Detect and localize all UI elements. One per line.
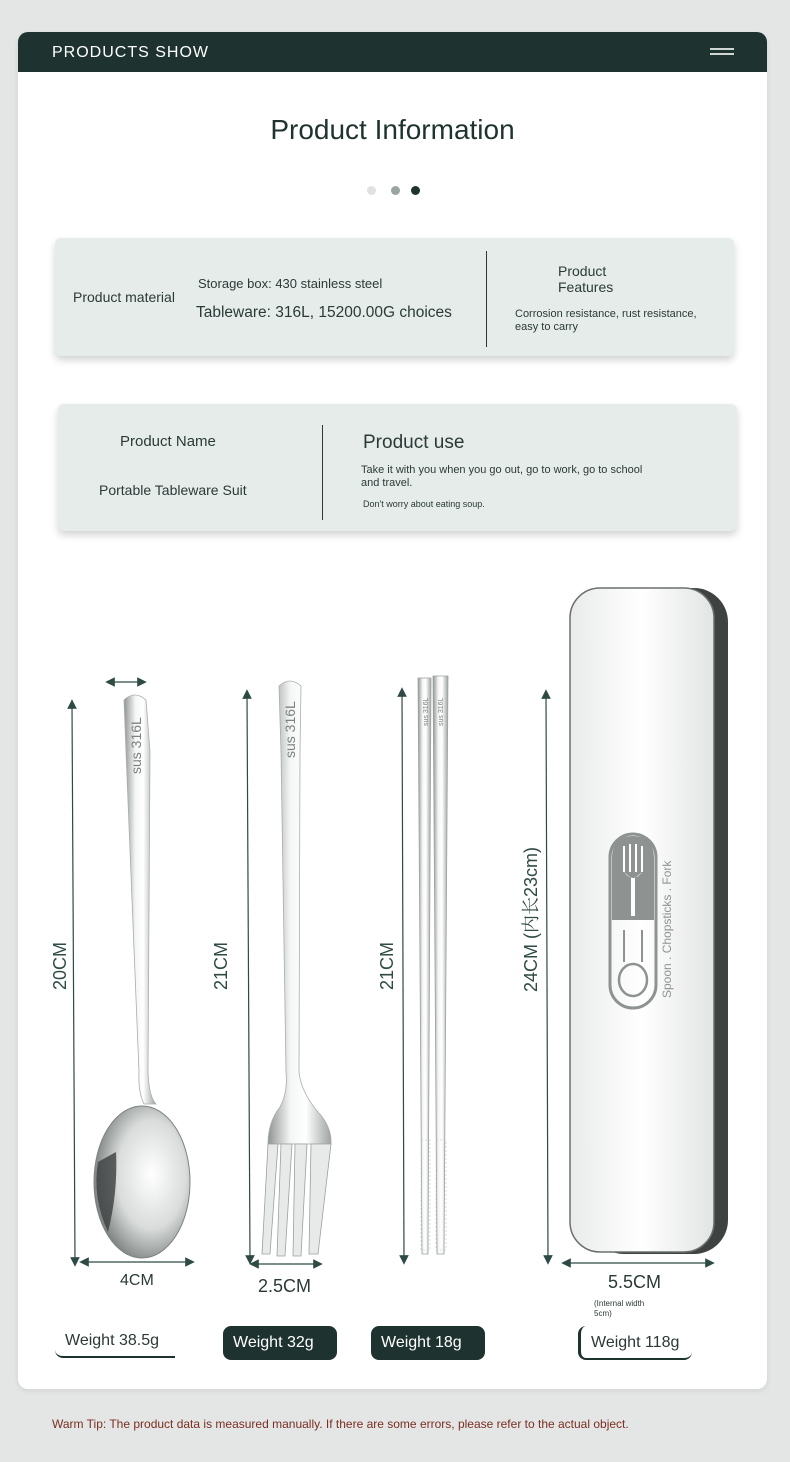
- fork-tines: [262, 1144, 331, 1256]
- chopstick-left: [418, 678, 431, 1254]
- header-title: PRODUCTS SHOW: [52, 44, 209, 61]
- storage-box: [546, 588, 728, 1263]
- product-use-line1: Take it with you when you go out, go to work, go to school: [361, 464, 643, 476]
- product-use-note: Don't worry about eating soup.: [363, 499, 485, 509]
- box-width-note-line2: 5cm): [594, 1309, 612, 1318]
- fork-height-arrow: [247, 694, 250, 1260]
- warm-tip: Warm Tip: The product data is measured manually. If there are some errors, please refer to the actual object.: [52, 1417, 629, 1431]
- chopstick-right-engraving: sus 316L: [438, 697, 445, 726]
- box-width-label: 5.5CM: [608, 1272, 662, 1292]
- storage-box-text: Storage box: 430 stainless steel: [198, 276, 383, 291]
- fork-weight: Weight 32g: [223, 1326, 337, 1360]
- tableware-text: Tableware: 316L, 15200.00G choices: [196, 304, 452, 321]
- product-card: [18, 32, 767, 1389]
- material-label: Product material: [73, 289, 175, 305]
- spoon-height-label: 20CM: [50, 941, 70, 990]
- fork-width-label: 2.5CM: [258, 1276, 312, 1296]
- fork-engraving: sus 316L: [282, 701, 298, 758]
- features-title-line1: Product: [558, 263, 607, 279]
- chopstick-left-engraving: sus 316L: [423, 697, 430, 726]
- spoon-engraving: sus 316L: [128, 717, 144, 774]
- chopsticks: [402, 676, 448, 1260]
- features-text-line1: Corrosion resistance, rust resistance,: [515, 308, 697, 320]
- box-width-note-line1: (Internal width: [594, 1299, 645, 1308]
- product-name-label: Product Name: [120, 433, 216, 450]
- chopsticks-height-arrow: [402, 692, 404, 1260]
- box-weight: Weight 118g: [578, 1326, 692, 1360]
- chopsticks-weight: Weight 18g: [371, 1326, 485, 1360]
- box-height-arrow: [546, 694, 548, 1260]
- page-title: Product Information: [270, 114, 515, 145]
- product-illustration: [18, 32, 767, 1389]
- product-use-line2: and travel.: [361, 477, 413, 489]
- spoon-width-label: 4CM: [120, 1272, 154, 1289]
- fork-handle: [268, 681, 331, 1144]
- spoon-weight: Weight 38.5g: [55, 1324, 175, 1358]
- box-height-label: 24CM (内长23cm): [521, 846, 541, 992]
- spoon-height-arrow: [72, 704, 75, 1262]
- box-label: Spoon . Chopsticks . Fork: [660, 860, 674, 998]
- features-text-line2: easy to carry: [515, 321, 578, 333]
- chopsticks-height-label: 21CM: [377, 941, 397, 990]
- features-title-line2: Features: [558, 279, 614, 295]
- fork: [247, 681, 331, 1264]
- product-name-value: Portable Tableware Suit: [99, 482, 247, 498]
- fork-height-label: 21CM: [211, 941, 231, 990]
- product-use-title: Product use: [363, 432, 465, 453]
